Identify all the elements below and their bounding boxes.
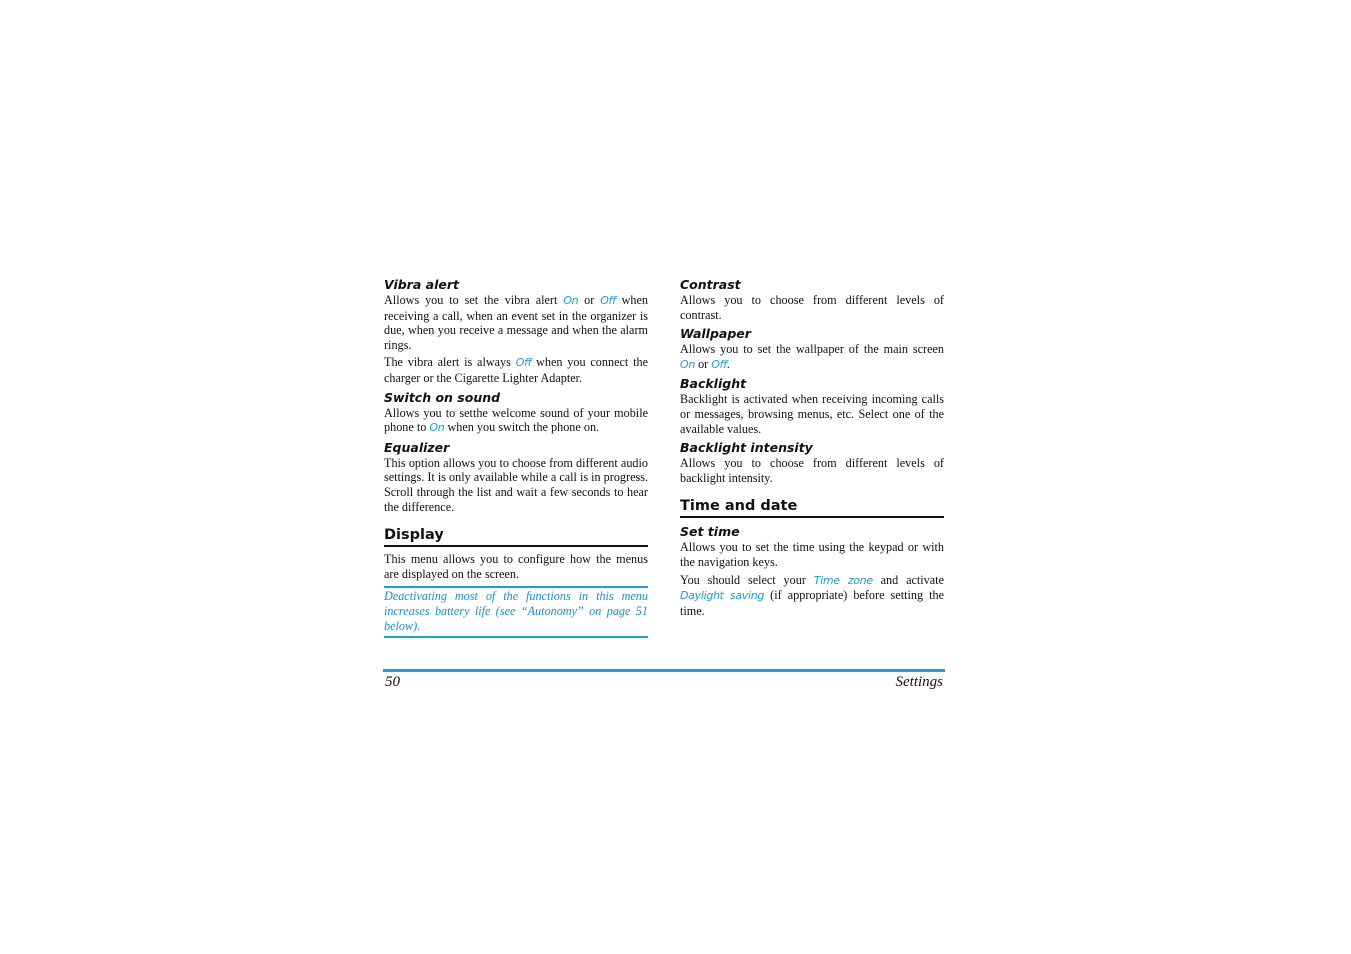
wallpaper-heading: Wallpaper [680, 326, 751, 342]
text-run: when receiving a call, when an event set in the organizer is due, when you receive a message and when the alarm rings. [384, 293, 648, 352]
text-run: or [695, 356, 712, 371]
set-time-note-text [680, 573, 944, 619]
text-run: . [726, 356, 730, 371]
text-run: (if appropriate) before setting the time. [680, 588, 944, 618]
text-run: The vibra alert is always [384, 355, 516, 370]
text-run: You should select your [680, 572, 814, 587]
backlight-intensity-text: Allows you to choose from different levels of backlight intensity. [680, 456, 944, 485]
text-run: when you connect the charger or the Cigarette Lighter Adapter. [384, 355, 648, 385]
equalizer-text: This option allows you to choose from different audio settings. It is only available while a call is in progress. Scroll through the list and wait a few seconds to hear the difference. [384, 455, 649, 514]
keyword-time-zone: Time zone [813, 573, 873, 587]
text-run: Allows you to setthe welcome sound of your mobile phone to [384, 405, 648, 435]
backlight-intensity-heading: Backlight intensity [680, 440, 813, 456]
keyword-off: Off [600, 294, 616, 307]
backlight-heading: Backlight [680, 376, 747, 392]
keyword-daylight-saving: Daylight saving [680, 589, 765, 603]
page-number: 50 [385, 674, 400, 690]
set-time-heading: Set time [680, 524, 740, 540]
equalizer-heading: Equalizer [384, 439, 450, 455]
switch-on-sound-heading: Switch on sound [384, 389, 501, 405]
vibra-alert-heading: Vibra alert [384, 277, 459, 292]
text-run: or [578, 293, 601, 307]
contrast-text: Allows you to choose from different levels of contrast. [680, 293, 944, 322]
vibra-alert-text [384, 293, 648, 352]
footer-section-title: Settings [895, 674, 943, 690]
vibra-alert-note-text [384, 355, 648, 385]
keyword-on: On [563, 294, 579, 307]
footer-rule [383, 669, 945, 672]
left-column [384, 276, 648, 638]
battery-note: Deactivating most of the functions in this menu increases battery life (see “Autonomy” on page 51 below). [384, 586, 648, 638]
wallpaper-text [680, 342, 944, 372]
switch-on-sound-text [384, 406, 648, 436]
set-time-text: Allows you to set the time using the keypad or with the navigation keys. [680, 540, 944, 569]
display-text: This menu allows you to configure how the menus are displayed on the screen. [384, 552, 648, 581]
text-run: when you switch the phone on. [444, 420, 600, 435]
keyword-off: Off [711, 357, 727, 371]
display-section-heading: Display [384, 526, 648, 547]
text-run: Allows you to set the wallpaper of the main screen [680, 342, 944, 357]
backlight-text: Backlight is activated when receiving incoming calls or messages, browsing menus, etc. Select one of the available values. [680, 392, 944, 436]
right-column [680, 276, 944, 621]
keyword-off: Off [515, 356, 532, 370]
keyword-on: On [680, 357, 696, 371]
text-run: and activate [872, 572, 944, 587]
contrast-heading: Contrast [680, 277, 741, 292]
time-date-section-heading: Time and date [680, 497, 944, 518]
text-run: Allows you to set the vibra alert [384, 293, 564, 307]
keyword-on: On [429, 421, 445, 435]
